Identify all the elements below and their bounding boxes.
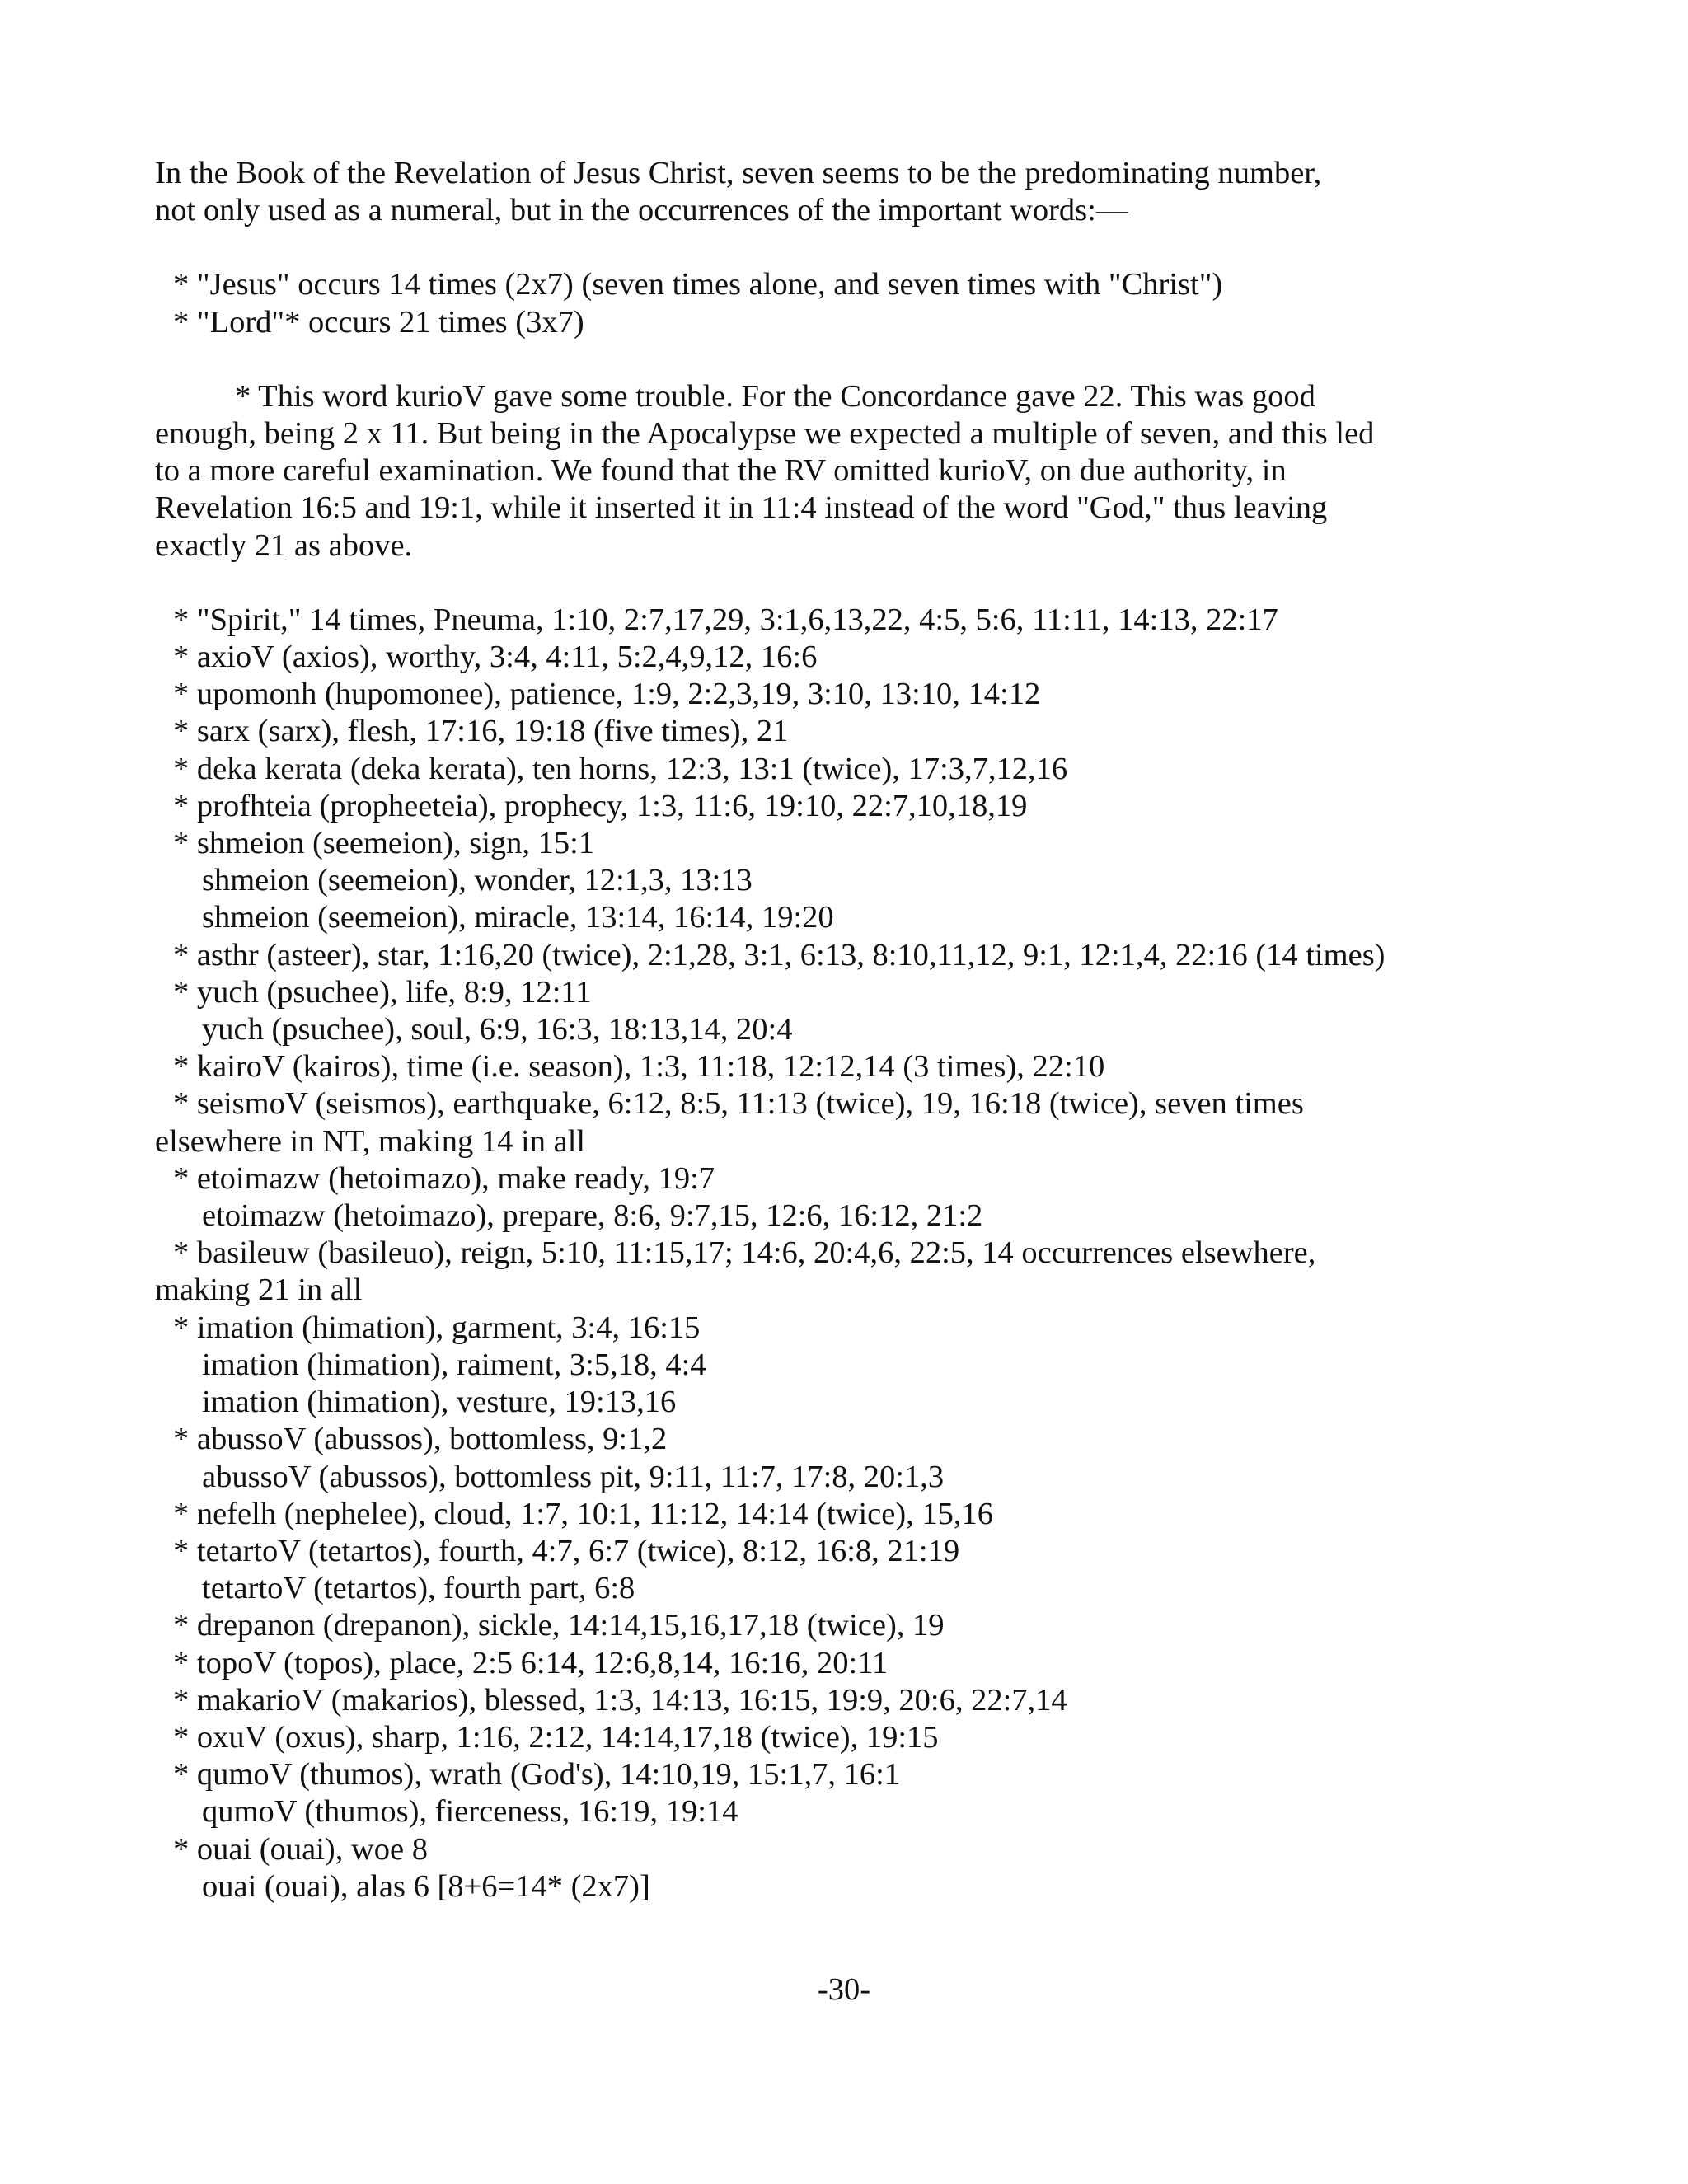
list-item-continuation: making 21 in all (155, 1272, 363, 1308)
top-items-list (155, 266, 1556, 340)
note-line-4: Revelation 16:5 and 19:1, while it inserted it in 11:4 instead of the word "God," thus leaving (155, 490, 1328, 526)
list-item: * ouai (ouai), woe 8 (173, 1831, 428, 1867)
list-subitem: imation (himation), raiment, 3:5,18, 4:4 (202, 1347, 706, 1382)
spacer (155, 565, 1556, 602)
note-line-3: to a more careful examination. We found that the RV omitted kurioV, on due authority, in (155, 453, 1287, 489)
list-item: * "Jesus" occurs 14 times (2x7) (seven times alone, and seven times with "Christ") (173, 267, 1223, 302)
list-subitem: yuch (psuchee), soul, 6:9, 16:3, 18:13,14, 20:4 (202, 1012, 793, 1047)
spacer (155, 229, 1556, 266)
list-item: * nefelh (nephelee), cloud, 1:7, 10:1, 11:12, 14:14 (twice), 15,16 (173, 1496, 994, 1531)
list-item: * oxuV (oxus), sharp, 1:16, 2:12, 14:14,17,18 (twice), 19:15 (173, 1719, 939, 1755)
list-item: * kairoV (kairos), time (i.e. season), 1:3, 11:18, 12:12,14 (3 times), 22:10 (173, 1049, 1105, 1085)
list-item-continuation: elsewhere in NT, making 14 in all (155, 1123, 586, 1159)
list-item: * etoimazw (hetoimazo), make ready, 19:7 (173, 1160, 715, 1196)
intro-line-2: not only used as a numeral, but in the occurrences of the important words:— (155, 193, 1128, 228)
page-number: -30- (817, 1972, 871, 2007)
list-subitem: qumoV (thumos), fierceness, 16:19, 19:14 (202, 1794, 738, 1830)
document-page (155, 155, 1556, 1905)
list-item: * tetartoV (tetartos), fourth, 4:7, 6:7 (twice), 8:12, 16:8, 21:19 (173, 1533, 960, 1568)
list-subitem: shmeion (seemeion), wonder, 12:1,3, 13:13 (202, 863, 753, 898)
list-subitem: imation (himation), vesture, 19:13,16 (202, 1385, 677, 1420)
note-line-1: * This word kurioV gave some trouble. For the Concordance gave 22. This was good (235, 378, 1315, 414)
list-item: * sarx (sarx), flesh, 17:16, 19:18 (five times), 21 (173, 714, 789, 749)
list-item: * shmeion (seemeion), sign, 15:1 (173, 826, 595, 861)
list-item: * abussoV (abussos), bottomless, 9:1,2 (173, 1422, 668, 1457)
list-item: * upomonh (hupomonee), patience, 1:9, 2:2,3,19, 3:10, 13:10, 14:12 (173, 677, 1041, 712)
intro-paragraph (155, 155, 1556, 229)
word-occurrence-list (155, 602, 1556, 1905)
note-line-5: exactly 21 as above. (155, 527, 413, 563)
list-item: * topoV (topos), place, 2:5 6:14, 12:6,8,14, 16:16, 20:11 (173, 1645, 889, 1680)
list-item: * qumoV (thumos), wrath (God's), 14:10,19, 15:1,7, 16:1 (173, 1757, 901, 1793)
list-subitem: abussoV (abussos), bottomless pit, 9:11, 11:7, 17:8, 20:1,3 (202, 1459, 945, 1494)
list-item: * deka kerata (deka kerata), ten horns, 12:3, 13:1 (twice), 17:3,7,12,16 (173, 751, 1068, 786)
list-subitem: ouai (ouai), alas 6 [8+6=14* (2x7)] (202, 1868, 650, 1904)
intro-line-1: In the Book of the Revelation of Jesus Christ, seven seems to be the predominating number, (155, 156, 1322, 190)
list-item: * imation (himation), garment, 3:4, 16:15 (173, 1310, 701, 1345)
list-item: * seismoV (seismos), earthquake, 6:12, 8:5, 11:13 (twice), 19, 16:18 (twice), seven times (173, 1086, 1304, 1122)
list-item: * axioV (axios), worthy, 3:4, 4:11, 5:2,4,9,12, 16:6 (173, 640, 818, 675)
footnote-paragraph (155, 378, 1556, 565)
spacer (155, 341, 1556, 378)
list-item: * yuch (psuchee), life, 8:9, 12:11 (173, 974, 592, 1010)
list-item: * "Spirit," 14 times, Pneuma, 1:10, 2:7,17,29, 3:1,6,13,22, 4:5, 5:6, 11:11, 14:13, 22:17 (173, 602, 1278, 637)
list-subitem: shmeion (seemeion), miracle, 13:14, 16:14, 19:20 (202, 900, 834, 935)
list-item: * asthr (asteer), star, 1:16,20 (twice), 2:1,28, 3:1, 6:13, 8:10,11,12, 9:1, 12:1,4, 22:16 (14 times) (173, 937, 1386, 972)
list-item: * profhteia (propheeteia), prophecy, 1:3, 11:6, 19:10, 22:7,10,18,19 (173, 788, 1028, 823)
list-subitem: tetartoV (tetartos), fourth part, 6:8 (202, 1571, 635, 1606)
list-item: * drepanon (drepanon), sickle, 14:14,15,16,17,18 (twice), 19 (173, 1608, 945, 1643)
list-item: * makarioV (makarios), blessed, 1:3, 14:13, 16:15, 19:9, 20:6, 22:7,14 (173, 1682, 1067, 1718)
list-item: * basileuw (basileuo), reign, 5:10, 11:15,17; 14:6, 20:4,6, 22:5, 14 occurrences elsewhere, (173, 1235, 1316, 1271)
note-line-2: enough, being 2 x 11. But being in the Apocalypse we expected a multiple of seven, and this led (155, 416, 1375, 452)
list-subitem: etoimazw (hetoimazo), prepare, 8:6, 9:7,15, 12:6, 16:12, 21:2 (202, 1198, 983, 1234)
list-item: * "Lord"* occurs 21 times (3x7) (173, 304, 584, 340)
